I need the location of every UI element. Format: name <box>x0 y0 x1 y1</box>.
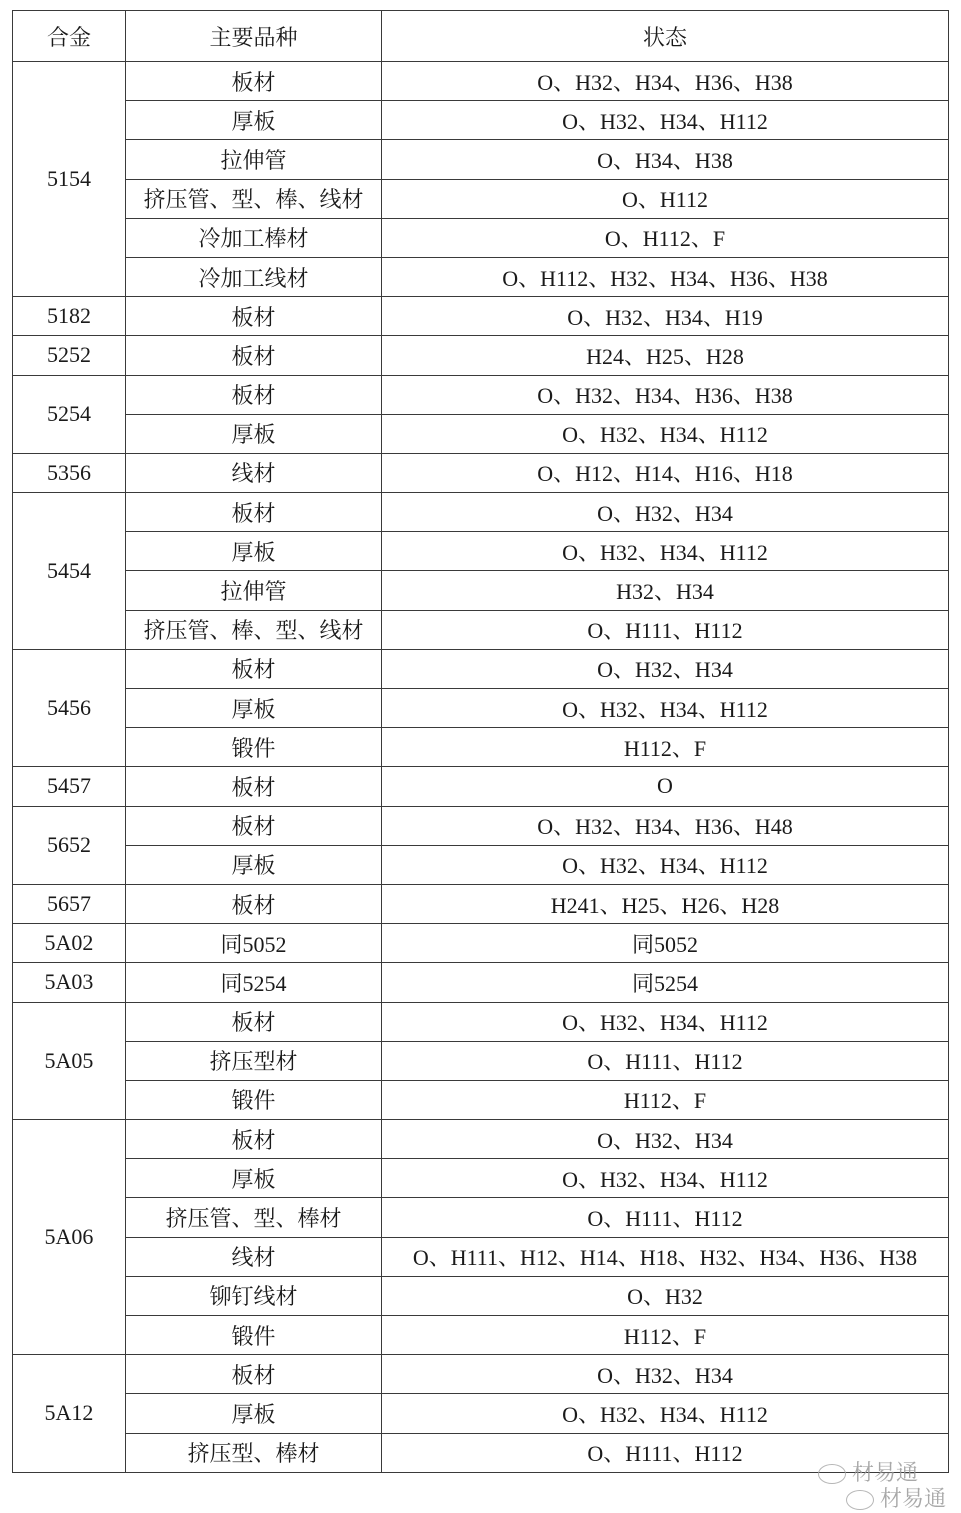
alloy-cell: 5A12 <box>13 1355 126 1473</box>
temper-cell: O、H32、H34、H112 <box>382 1394 949 1433</box>
table-row <box>13 610 949 649</box>
table-row <box>13 375 949 414</box>
watermark-text: 材易通 <box>880 1487 947 1512</box>
table-row <box>13 767 949 806</box>
product-cell: 锻件 <box>126 1316 382 1355</box>
product-cell: 挤压管、型、棒、线材 <box>126 179 382 218</box>
alloy-cell: 5657 <box>13 884 126 923</box>
table-row <box>13 1433 949 1472</box>
product-cell: 厚板 <box>126 689 382 728</box>
product-cell: 挤压型、棒材 <box>126 1433 382 1472</box>
table-row <box>13 1276 949 1315</box>
product-cell: 同5254 <box>126 963 382 1002</box>
wechat-bubble-icon <box>846 1490 874 1510</box>
product-cell: 拉伸管 <box>126 140 382 179</box>
header-product: 主要品种 <box>126 11 382 62</box>
temper-cell: 同5254 <box>382 963 949 1002</box>
alloy-cell: 5254 <box>13 375 126 453</box>
alloy-cell: 5A06 <box>13 1120 126 1355</box>
alloy-cell: 5457 <box>13 767 126 806</box>
alloy-temper-table <box>12 10 949 1473</box>
temper-cell: O、H32、H34 <box>382 1120 949 1159</box>
header-temper: 状态 <box>382 11 949 62</box>
alloy-cell: 5154 <box>13 62 126 297</box>
watermark-text: 材易通 <box>852 1461 919 1486</box>
temper-cell: O、H32、H34、H36、H38 <box>382 62 949 101</box>
table-row <box>13 1080 949 1119</box>
temper-cell: O、H32、H34 <box>382 649 949 688</box>
table-row <box>13 179 949 218</box>
temper-cell: O、H111、H112 <box>382 1198 949 1237</box>
temper-cell: O、H12、H14、H16、H18 <box>382 453 949 492</box>
product-cell: 板材 <box>126 375 382 414</box>
temper-cell: O <box>382 767 949 806</box>
table-row <box>13 1041 949 1080</box>
header-alloy: 合金 <box>13 11 126 62</box>
product-cell: 挤压管、棒、型、线材 <box>126 610 382 649</box>
table-row <box>13 1394 949 1433</box>
product-cell: 挤压管、型、棒材 <box>126 1198 382 1237</box>
temper-cell: O、H111、H112 <box>382 1041 949 1080</box>
temper-cell: O、H34、H38 <box>382 140 949 179</box>
product-cell: 板材 <box>126 1120 382 1159</box>
table-row <box>13 1159 949 1198</box>
table-row <box>13 1198 949 1237</box>
temper-cell: H112、F <box>382 1080 949 1119</box>
temper-cell: O、H111、H12、H14、H18、H32、H34、H36、H38 <box>382 1237 949 1276</box>
product-cell: 锻件 <box>126 728 382 767</box>
alloy-cell: 5252 <box>13 336 126 375</box>
temper-cell: O、H112、F <box>382 218 949 257</box>
temper-cell: H32、H34 <box>382 571 949 610</box>
table-row <box>13 297 949 336</box>
product-cell: 线材 <box>126 1237 382 1276</box>
table-row <box>13 728 949 767</box>
temper-cell: O、H111、H112 <box>382 1433 949 1472</box>
temper-cell: O、H32、H34、H19 <box>382 297 949 336</box>
temper-cell: O、H112 <box>382 179 949 218</box>
table-row <box>13 924 949 963</box>
wechat-bubble-icon <box>818 1464 846 1484</box>
product-cell: 板材 <box>126 649 382 688</box>
product-cell: 同5052 <box>126 924 382 963</box>
table-row <box>13 101 949 140</box>
product-cell: 厚板 <box>126 1394 382 1433</box>
product-cell: 厚板 <box>126 1159 382 1198</box>
table-row <box>13 1002 949 1041</box>
temper-cell: O、H32、H34、H112 <box>382 414 949 453</box>
table-row <box>13 218 949 257</box>
table-row <box>13 884 949 923</box>
alloy-cell: 5A02 <box>13 924 126 963</box>
product-cell: 厚板 <box>126 532 382 571</box>
temper-cell: O、H32、H34、H112 <box>382 1002 949 1041</box>
alloy-cell: 5652 <box>13 806 126 884</box>
product-cell: 板材 <box>126 62 382 101</box>
product-cell: 挤压型材 <box>126 1041 382 1080</box>
product-cell: 铆钉线材 <box>126 1276 382 1315</box>
table-row <box>13 453 949 492</box>
temper-cell: H24、H25、H28 <box>382 336 949 375</box>
table-row <box>13 493 949 532</box>
alloy-cell: 5A03 <box>13 963 126 1002</box>
temper-cell: O、H32、H34、H112 <box>382 1159 949 1198</box>
product-cell: 板材 <box>126 806 382 845</box>
alloy-cell: 5182 <box>13 297 126 336</box>
temper-cell: 同5052 <box>382 924 949 963</box>
temper-cell: O、H111、H112 <box>382 610 949 649</box>
alloy-cell: 5A05 <box>13 1002 126 1120</box>
product-cell: 板材 <box>126 1002 382 1041</box>
table-row <box>13 649 949 688</box>
temper-cell: O、H32、H34、H112 <box>382 101 949 140</box>
product-cell: 板材 <box>126 884 382 923</box>
table-row <box>13 1316 949 1355</box>
temper-cell: O、H112、H32、H34、H36、H38 <box>382 257 949 296</box>
temper-cell: O、H32、H34、H36、H38 <box>382 375 949 414</box>
product-cell: 冷加工棒材 <box>126 218 382 257</box>
product-cell: 厚板 <box>126 101 382 140</box>
table-row <box>13 1237 949 1276</box>
product-cell: 板材 <box>126 297 382 336</box>
temper-cell: H241、H25、H26、H28 <box>382 884 949 923</box>
table-row <box>13 845 949 884</box>
table-row <box>13 62 949 101</box>
table-row <box>13 257 949 296</box>
product-cell: 线材 <box>126 453 382 492</box>
product-cell: 锻件 <box>126 1080 382 1119</box>
temper-cell: O、H32、H34、H112 <box>382 845 949 884</box>
temper-cell: O、H32 <box>382 1276 949 1315</box>
table-row <box>13 689 949 728</box>
alloy-cell: 5356 <box>13 453 126 492</box>
temper-cell: O、H32、H34 <box>382 493 949 532</box>
product-cell: 板材 <box>126 1355 382 1394</box>
temper-cell: O、H32、H34 <box>382 1355 949 1394</box>
table-row <box>13 1120 949 1159</box>
table-row <box>13 532 949 571</box>
temper-cell: O、H32、H34、H112 <box>382 532 949 571</box>
temper-cell: H112、F <box>382 1316 949 1355</box>
product-cell: 厚板 <box>126 845 382 884</box>
table-row <box>13 414 949 453</box>
alloy-cell: 5456 <box>13 649 126 767</box>
table-row <box>13 140 949 179</box>
product-cell: 冷加工线材 <box>126 257 382 296</box>
product-cell: 厚板 <box>126 414 382 453</box>
product-cell: 板材 <box>126 493 382 532</box>
table-row <box>13 571 949 610</box>
product-cell: 板材 <box>126 336 382 375</box>
temper-cell: O、H32、H34、H36、H48 <box>382 806 949 845</box>
watermark-2 <box>846 1482 946 1513</box>
temper-cell: H112、F <box>382 728 949 767</box>
header-row <box>13 11 949 62</box>
table-row <box>13 336 949 375</box>
temper-cell: O、H32、H34、H112 <box>382 689 949 728</box>
table-row <box>13 1355 949 1394</box>
table-row <box>13 963 949 1002</box>
alloy-cell: 5454 <box>13 493 126 650</box>
table-row <box>13 806 949 845</box>
product-cell: 拉伸管 <box>126 571 382 610</box>
product-cell: 板材 <box>126 767 382 806</box>
